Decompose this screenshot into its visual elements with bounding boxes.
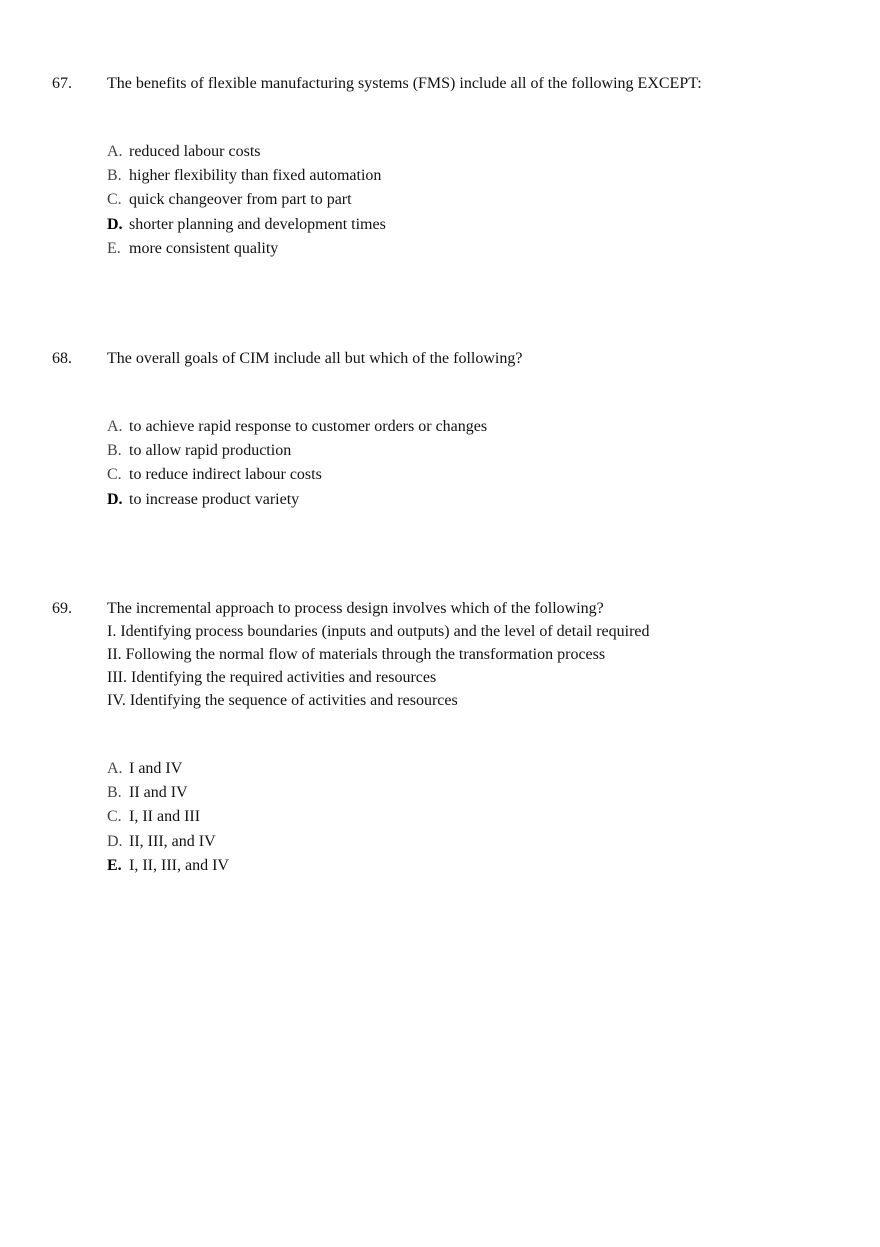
- statement: II. Following the normal flow of materials through the transformation process: [107, 646, 606, 663]
- option-d: [107, 213, 386, 237]
- option-label: D.: [107, 832, 123, 850]
- option-d: [107, 488, 487, 512]
- option-text: shorter planning and development times: [129, 215, 386, 233]
- option-text: I and IV: [129, 760, 183, 777]
- option-c: [107, 188, 386, 212]
- option-text: to increase product variety: [129, 490, 300, 508]
- question-stem: The benefits of flexible manufacturing systems (FMS) include all of the following EXCEPT:: [107, 75, 702, 92]
- question-number: 68.: [52, 350, 72, 367]
- option-text: to allow rapid production: [129, 442, 292, 460]
- statement: III. Identifying the required activities and resources: [107, 669, 437, 686]
- option-b: [107, 164, 386, 188]
- options-list: [107, 140, 386, 261]
- option-label: B.: [107, 167, 122, 185]
- option-label: C.: [107, 466, 122, 484]
- option-e: [107, 854, 229, 878]
- option-text: II and IV: [129, 784, 188, 802]
- option-text: reduced labour costs: [129, 143, 261, 160]
- statement: I. Identifying process boundaries (inputs and outputs) and the level of detail required: [107, 623, 650, 640]
- statement: IV. Identifying the sequence of activities and resources: [107, 692, 458, 709]
- question-stem: The overall goals of CIM include all but which of the following?: [107, 350, 523, 367]
- options-list: [107, 757, 229, 878]
- option-text: quick changeover from part to part: [129, 191, 352, 209]
- option-text: higher flexibility than fixed automation: [129, 167, 382, 185]
- option-label: A.: [107, 143, 123, 160]
- option-label: E.: [107, 239, 121, 257]
- option-c: [107, 463, 487, 487]
- option-label: D.: [107, 490, 123, 508]
- option-a: [107, 757, 229, 781]
- option-b: [107, 439, 487, 463]
- option-text: more consistent quality: [129, 239, 279, 257]
- option-label: E.: [107, 856, 122, 874]
- question-number: 67.: [52, 75, 72, 92]
- option-label: A.: [107, 418, 123, 435]
- option-a: [107, 415, 487, 439]
- option-text: II, III, and IV: [129, 832, 216, 850]
- option-e: [107, 237, 386, 261]
- option-label: C.: [107, 191, 122, 209]
- question-number: 69.: [52, 600, 72, 617]
- option-label: B.: [107, 784, 122, 802]
- option-a: [107, 140, 386, 164]
- question-stem: The incremental approach to process design involves which of the following?: [107, 600, 604, 617]
- option-label: D.: [107, 215, 123, 233]
- option-d: [107, 830, 229, 854]
- option-label: B.: [107, 442, 122, 460]
- option-text: to achieve rapid response to customer orders or changes: [129, 418, 488, 435]
- option-label: C.: [107, 808, 122, 826]
- option-text: I, II, III, and IV: [129, 856, 229, 874]
- option-b: [107, 781, 229, 805]
- options-list: [107, 415, 487, 512]
- option-text: I, II and III: [129, 808, 201, 826]
- option-c: [107, 805, 229, 829]
- option-text: to reduce indirect labour costs: [129, 466, 322, 484]
- option-label: A.: [107, 760, 123, 777]
